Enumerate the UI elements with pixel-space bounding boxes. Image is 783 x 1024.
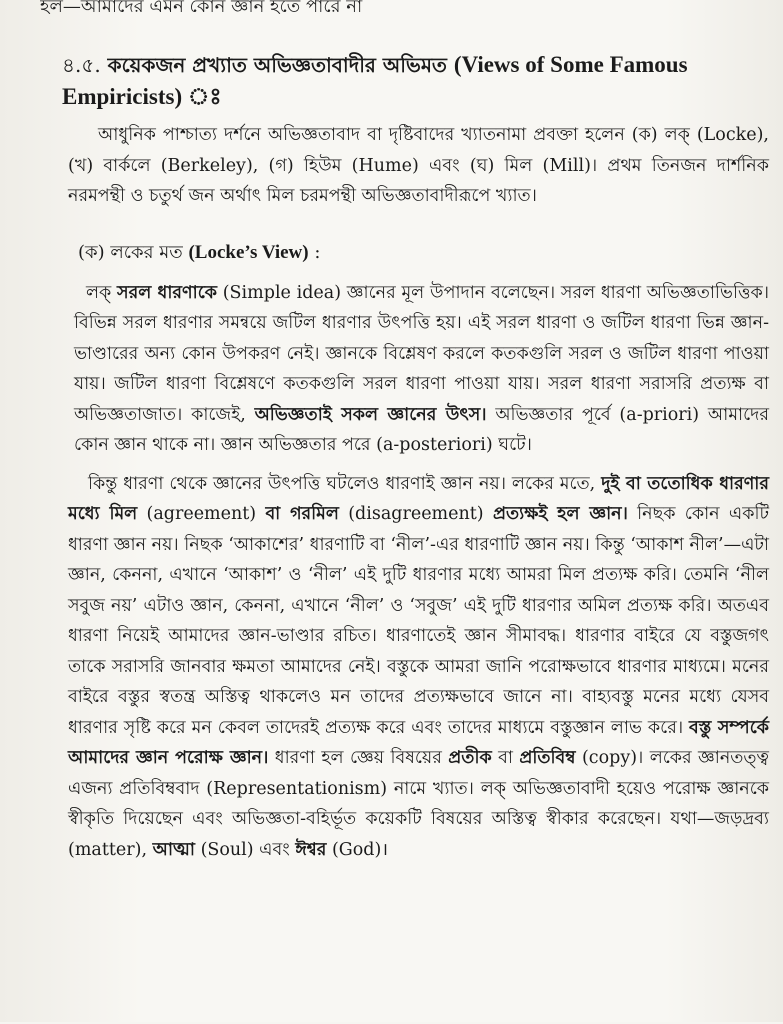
locke-paragraph-2	[68, 469, 769, 866]
p2-text-8: (Soul) এবং	[200, 839, 290, 860]
section-title-colon: ঃ	[187, 84, 222, 109]
p2-text-3: (disagreement)	[348, 504, 484, 524]
p1-bold-simple-idea: সরল ধারণাকে	[117, 282, 217, 303]
locke-paragraph-1	[74, 278, 769, 461]
p2-text-2: (agreement)	[146, 504, 257, 524]
subsection-label: (ক) লকের মত	[78, 241, 183, 263]
p1-bold-source-of-knowledge: অভিজ্ঞতাই সকল জ্ঞানের উৎস।	[254, 404, 487, 425]
subsection-heading	[78, 238, 769, 268]
p2-bold-god: ঈশ্বর	[295, 839, 327, 860]
top-cut-line: হল—আমাদের এমন কোন জ্ঞান হতে পারে না	[40, 0, 363, 17]
p2-bold-disagreement: বা গরমিল	[265, 504, 339, 524]
p1-text-2: (Simple idea) জ্ঞানের মূল উপাদান বলেছেন। সরল ধারণা অভিজ্ঞতাভিত্তিক। বিভিন্ন সরল ধারণার সমন্বয়ে জটিল ধারণার উৎপত্তি হয়। এই সরল ধারণা ও জটিল ধারণা ভিন্ন জ্ঞান-ভাণ্ডারের অন্য কোন উপকরণ নেই। জ্ঞানকে বিশ্লেষণ করলে কতকগুলি সরল ও জটিল ধারণা পাওয়া যায়। জটিল ধারণা বিশ্লেষণে কতকগুলি সরল ধারণা পাওয়া যায়। সরল ধারণা সরাসরি প্রত্যক্ষ বা অভিজ্ঞতাজাত। কাজেই,	[74, 282, 769, 425]
p2-text-4: নিছক কোন একটি ধারণা জ্ঞান নয়। নিছক ‘আকাশের’ ধারণাটি বা ‘নীল’-এর ধারণাটি জ্ঞান নয়। কিন্তু ‘আকাশ নীল’—এটা জ্ঞান, কেননা, এখানে ‘আকাশ’ ও ‘নীল’ এই দুটি ধারণার মধ্যে আমরা মিল প্রত্যক্ষ করি। তেমনি ‘নীল সবুজ নয়’ এটাও জ্ঞান, কেননা, এখানে ‘নীল’ ও ‘সবুজ’ এই দুটি ধারণার অমিল প্রত্যক্ষ করি। অতএব ধারণা নিয়েই আমাদের জ্ঞান-ভাণ্ডার রচিত। ধারণাতেই জ্ঞান সীমাবদ্ধ। ধারণার বাইরে যে বস্তুজগৎ তাকে সরাসরি জানবার ক্ষমতা আমাদের নেই। বস্তুকে আমরা জানি পরোক্ষভাবে ধারণার মাধ্যমে। মনের বাইরে বস্তুর স্বতন্ত্র অস্তিত্ব থাকলেও মন তাদের প্রত্যক্ষভাবে জানে না। বাহ্যবস্তু মনের মধ্যে যেসব ধারণার সৃষ্টি করে মন কেবল তাদেরই প্রত্যক্ষ করে এবং তাদের মাধ্যমে বস্তুজ্ঞান লাভ করে।	[68, 504, 769, 738]
subsection-colon: :	[314, 241, 321, 263]
p2-text-5: ধারণা হল জ্ঞেয় বিষয়ের	[274, 748, 442, 768]
section-heading	[62, 50, 769, 80]
p1-text-3: অভিজ্ঞতার পূর্বে (a-priori) আমাদের কোন জ্ঞান থাকে না। জ্ঞান অভিজ্ঞতার পরে (a-posteriori) ঘটে।	[74, 404, 769, 455]
section-title-bn: কয়েকজন প্রখ্যাত অভিজ্ঞতাবাদীর অভিমত	[107, 53, 447, 77]
p2-text-1: কিন্তু ধারণা থেকে জ্ঞানের উৎপত্তি ঘটলেও ধারণাই জ্ঞান নয়। লকের মতে,	[88, 473, 596, 494]
p2-bold-agreement: দুই বা ততোধিক ধারণার মধ্যে মিল	[68, 473, 769, 524]
p2-bold-perception: প্রত্যক্ষই হল জ্ঞান।	[492, 504, 628, 524]
section-heading-continued	[62, 82, 769, 112]
intro-paragraph	[68, 120, 769, 212]
p2-bold-indirect-knowledge: বস্তু সম্পর্কে আমাদের জ্ঞান পরোক্ষ জ্ঞান।	[68, 717, 769, 768]
p2-bold-symbol: প্রতীক	[448, 748, 492, 768]
intro-line-2: (Locke), (খ) বার্কলে (Berkeley), (গ) হিউম (Hume) এবং (ঘ) মিল (Mill)। প্রথম	[68, 125, 769, 176]
p2-text-9: (God)।	[331, 839, 388, 860]
p2-text-6: বা	[498, 748, 513, 768]
p1-text-1: লক্	[86, 282, 112, 303]
section-number: ৪.৫.	[62, 53, 101, 77]
section-title-en-cont: Empiricists)	[62, 84, 183, 109]
section-title-en: (Views of Some Famous	[453, 52, 688, 77]
intro-line-1: আধুনিক পাশ্চাত্য দর্শনে অভিজ্ঞতাবাদ বা দৃষ্টিবাদের খ্যাতনামা প্রবক্তা হলেন (ক) লক্	[98, 125, 690, 145]
p2-text-7: (copy)। লকের জ্ঞানতত্ত্ব এজন্য প্রতিবিম্ববাদ (Representationism) নামে খ্যাত। লক্ অভিজ্ঞতাবাদী হয়েও পরোক্ষ জ্ঞানকে স্বীকৃতি দিয়েছেন এবং অভিজ্ঞতা-বহির্ভূত কয়েকটি বিষয়ের অস্তিত্ব স্বীকার করেছেন। যথা—জড়দ্রব্য (matter),	[68, 748, 769, 860]
p2-bold-copy: প্রতিবিম্ব	[519, 748, 576, 768]
intro-line-3: তিনজন দার্শনিক নরমপন্থী ও চতুর্থ জন অর্থাৎ মিল চরমপন্থী অভিজ্ঞতাবাদীরূপে খ্যাত।	[68, 155, 769, 206]
subsection-label-en: (Locke’s View)	[188, 241, 309, 263]
p2-bold-soul: আত্মা	[152, 839, 195, 860]
